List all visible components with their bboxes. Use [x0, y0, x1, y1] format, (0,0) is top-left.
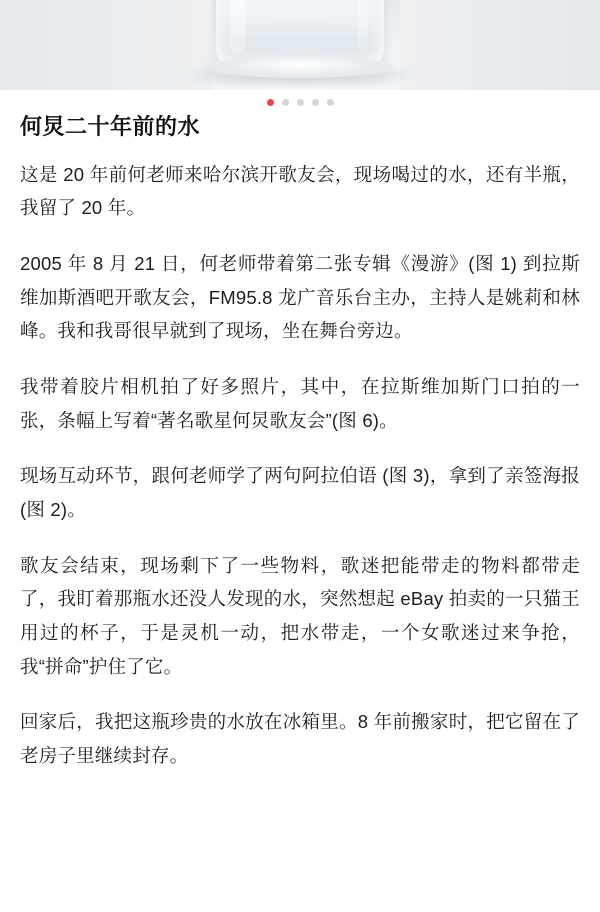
article-paragraph: 我带着胶片相机拍了好多照片，其中，在拉斯维加斯门口拍的一张，条幅上写着“著名歌星何炅歌友会”(图 6)。 [20, 375, 580, 431]
hero-background-right [400, 0, 600, 90]
carousel-dot-1[interactable] [267, 99, 274, 106]
page-title: 何炅二十年前的水 [20, 114, 201, 139]
hero-image-carousel[interactable] [0, 0, 600, 90]
glass-base [207, 56, 393, 78]
carousel-dot-3[interactable] [297, 99, 304, 106]
article-paragraph: 这是 20 年前何老师来哈尔滨开歌友会，现场喝过的水，还有半瓶，我留了 20 年。 [20, 163, 580, 219]
article-body [0, 90, 600, 773]
article-paragraph: 歌友会结束，现场剩下了一些物料，歌迷把能带走的物料都带走了，我盯着那瓶水还没人发现的水，突然想起 eBay 拍卖的一只猫王用过的杯子，于是灵机一动，把水带走，一个女歌迷过来争抢，我“拼命”护住了它。 [20, 554, 580, 677]
hero-photo [0, 0, 600, 90]
carousel-dot-5[interactable] [327, 99, 334, 106]
article-paragraph: 现场互动环节，跟何老师学了两句阿拉伯语 (图 3)，拿到了亲签海报 (图 2)。 [20, 465, 580, 520]
carousel-dot-4[interactable] [312, 99, 319, 106]
carousel-dot-2[interactable] [282, 99, 289, 106]
article-paragraph: 2005 年 8 月 21 日，何老师带着第二张专辑《漫游》(图 1) 到拉斯维加斯酒吧开歌友会，FM95.8 龙广音乐台主办，主持人是姚莉和林峰。我和我哥很早就到了现场，坐在舞台旁边。 [20, 253, 580, 342]
article-paragraph: 回家后，我把这瓶珍贵的水放在冰箱里。8 年前搬家时，把它留在了老房子里继续封存。 [20, 711, 580, 766]
carousel-dots[interactable] [0, 96, 600, 108]
